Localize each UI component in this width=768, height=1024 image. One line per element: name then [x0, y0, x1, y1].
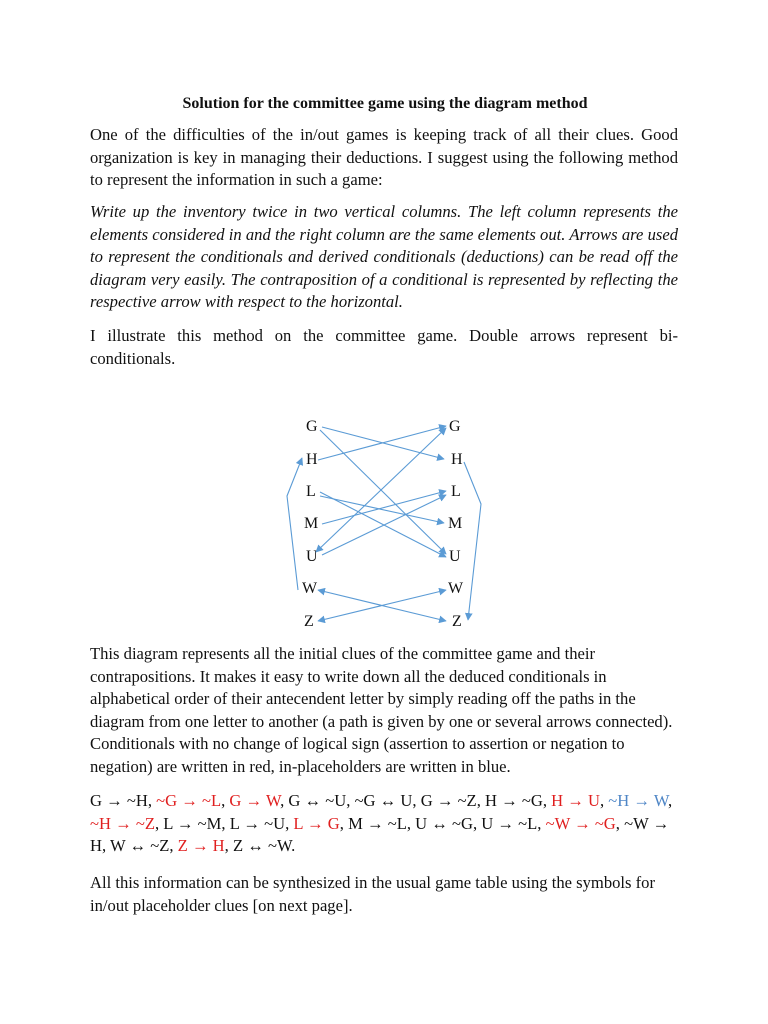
- intro-paragraph: One of the difficulties of the in/out games is keeping track of all their clues. Good organization is key in managing their deductions. I suggest using the following method to represent the information in such a game:: [90, 125, 678, 189]
- conditional-item: ~H → ~Z: [90, 813, 155, 833]
- left-letter: G: [306, 418, 318, 435]
- conditional-item: G ↔ ~U: [288, 791, 347, 810]
- arrow-h-z: [464, 462, 481, 620]
- conditional-item: H → U: [551, 791, 600, 810]
- left-letter: L: [306, 483, 316, 500]
- method-paragraph: Write up the inventory twice in two vertical columns. The left column represents the elements considered in and the right column are the same elements out. Arrows are used to represent the conditionals and derived conditionals (deductions) can be read off the diagram very easily. The contraposition of a conditional is represented by reflecting the respective arrow with respect to the horizontal.: [90, 202, 678, 311]
- conditional-item: ~W → H: [90, 813, 670, 855]
- conditional-item: ~W → ~G: [545, 813, 616, 833]
- right-letter: M: [448, 515, 463, 532]
- left-letter: H: [306, 451, 318, 468]
- left-letter: U: [306, 548, 318, 565]
- page-title: Solution for the committee game using the diagram method: [182, 95, 588, 112]
- conditional-item: L → ~M: [163, 813, 222, 833]
- arrow-g-u: [320, 430, 446, 554]
- conditionals-list: G → ~H, ~G → ~L, G → W, G ↔ ~U, ~G ↔ U, G → ~Z, H → ~G, H → U, ~H → W, ~H → ~Z, L → ~M, L → ~U, L → G, M → ~L, U ↔ ~G, U → ~L, ~W → ~G, ~W → H, W ↔ ~Z, Z → H, Z ↔ ~W.: [90, 791, 673, 855]
- conditional-item: U ↔ ~G: [415, 813, 473, 833]
- conditional-item: L → G: [293, 813, 340, 833]
- conditional-item: W ↔ ~Z: [109, 836, 170, 855]
- conclusion-paragraph: All this information can be synthesized in the usual game table using the symbols for in/out placeholder clues [on next page].: [90, 873, 655, 915]
- conditional-item: M → ~L: [348, 813, 407, 833]
- right-letter: W: [448, 580, 464, 597]
- right-letter: H: [451, 451, 463, 468]
- left-letter: M: [304, 515, 319, 532]
- conditional-item: G → ~Z: [420, 791, 477, 810]
- right-letter: G: [449, 418, 461, 435]
- conditional-item: H → ~G: [485, 791, 543, 810]
- illustration-paragraph: I illustrate this method on the committee game. Double arrows represent bi-conditionals.: [90, 326, 678, 368]
- conditional-item: ~G ↔ U: [354, 791, 413, 810]
- right-letter: L: [451, 483, 461, 500]
- arrow-u-l: [322, 495, 446, 555]
- arrow-g-u-biconditional: [316, 428, 446, 552]
- right-letter: Z: [452, 613, 462, 630]
- right-letter: U: [449, 548, 461, 565]
- conditional-item: G → W: [229, 791, 281, 810]
- conditional-item: ~H → W: [608, 791, 668, 810]
- conditional-item: U → ~L: [481, 813, 538, 833]
- conditional-item: Z ↔ ~W: [232, 836, 292, 855]
- conditional-item: ~G → ~L: [156, 791, 222, 810]
- arrow-l-m: [320, 496, 444, 523]
- left-letter: W: [302, 580, 318, 597]
- arrow-w-h: [287, 458, 302, 590]
- conditional-item: Z → H: [177, 836, 225, 855]
- left-letter: Z: [304, 613, 314, 630]
- description-paragraph: This diagram represents all the initial clues of the committee game and their contrapositions. It makes it easy to write down all the deduced conditionals in alphabetical order of their antecendent letter by simply reading off the paths in the diagram from one letter to another (a path is given by one or several arrows connected). Conditionals with no change of logical sign (assertion to assertion or negation to negation) are written in red, in-placeholders are written in blue.: [90, 644, 673, 776]
- conditional-item: G → ~H: [90, 791, 148, 810]
- conditional-item: L → ~U: [229, 813, 286, 833]
